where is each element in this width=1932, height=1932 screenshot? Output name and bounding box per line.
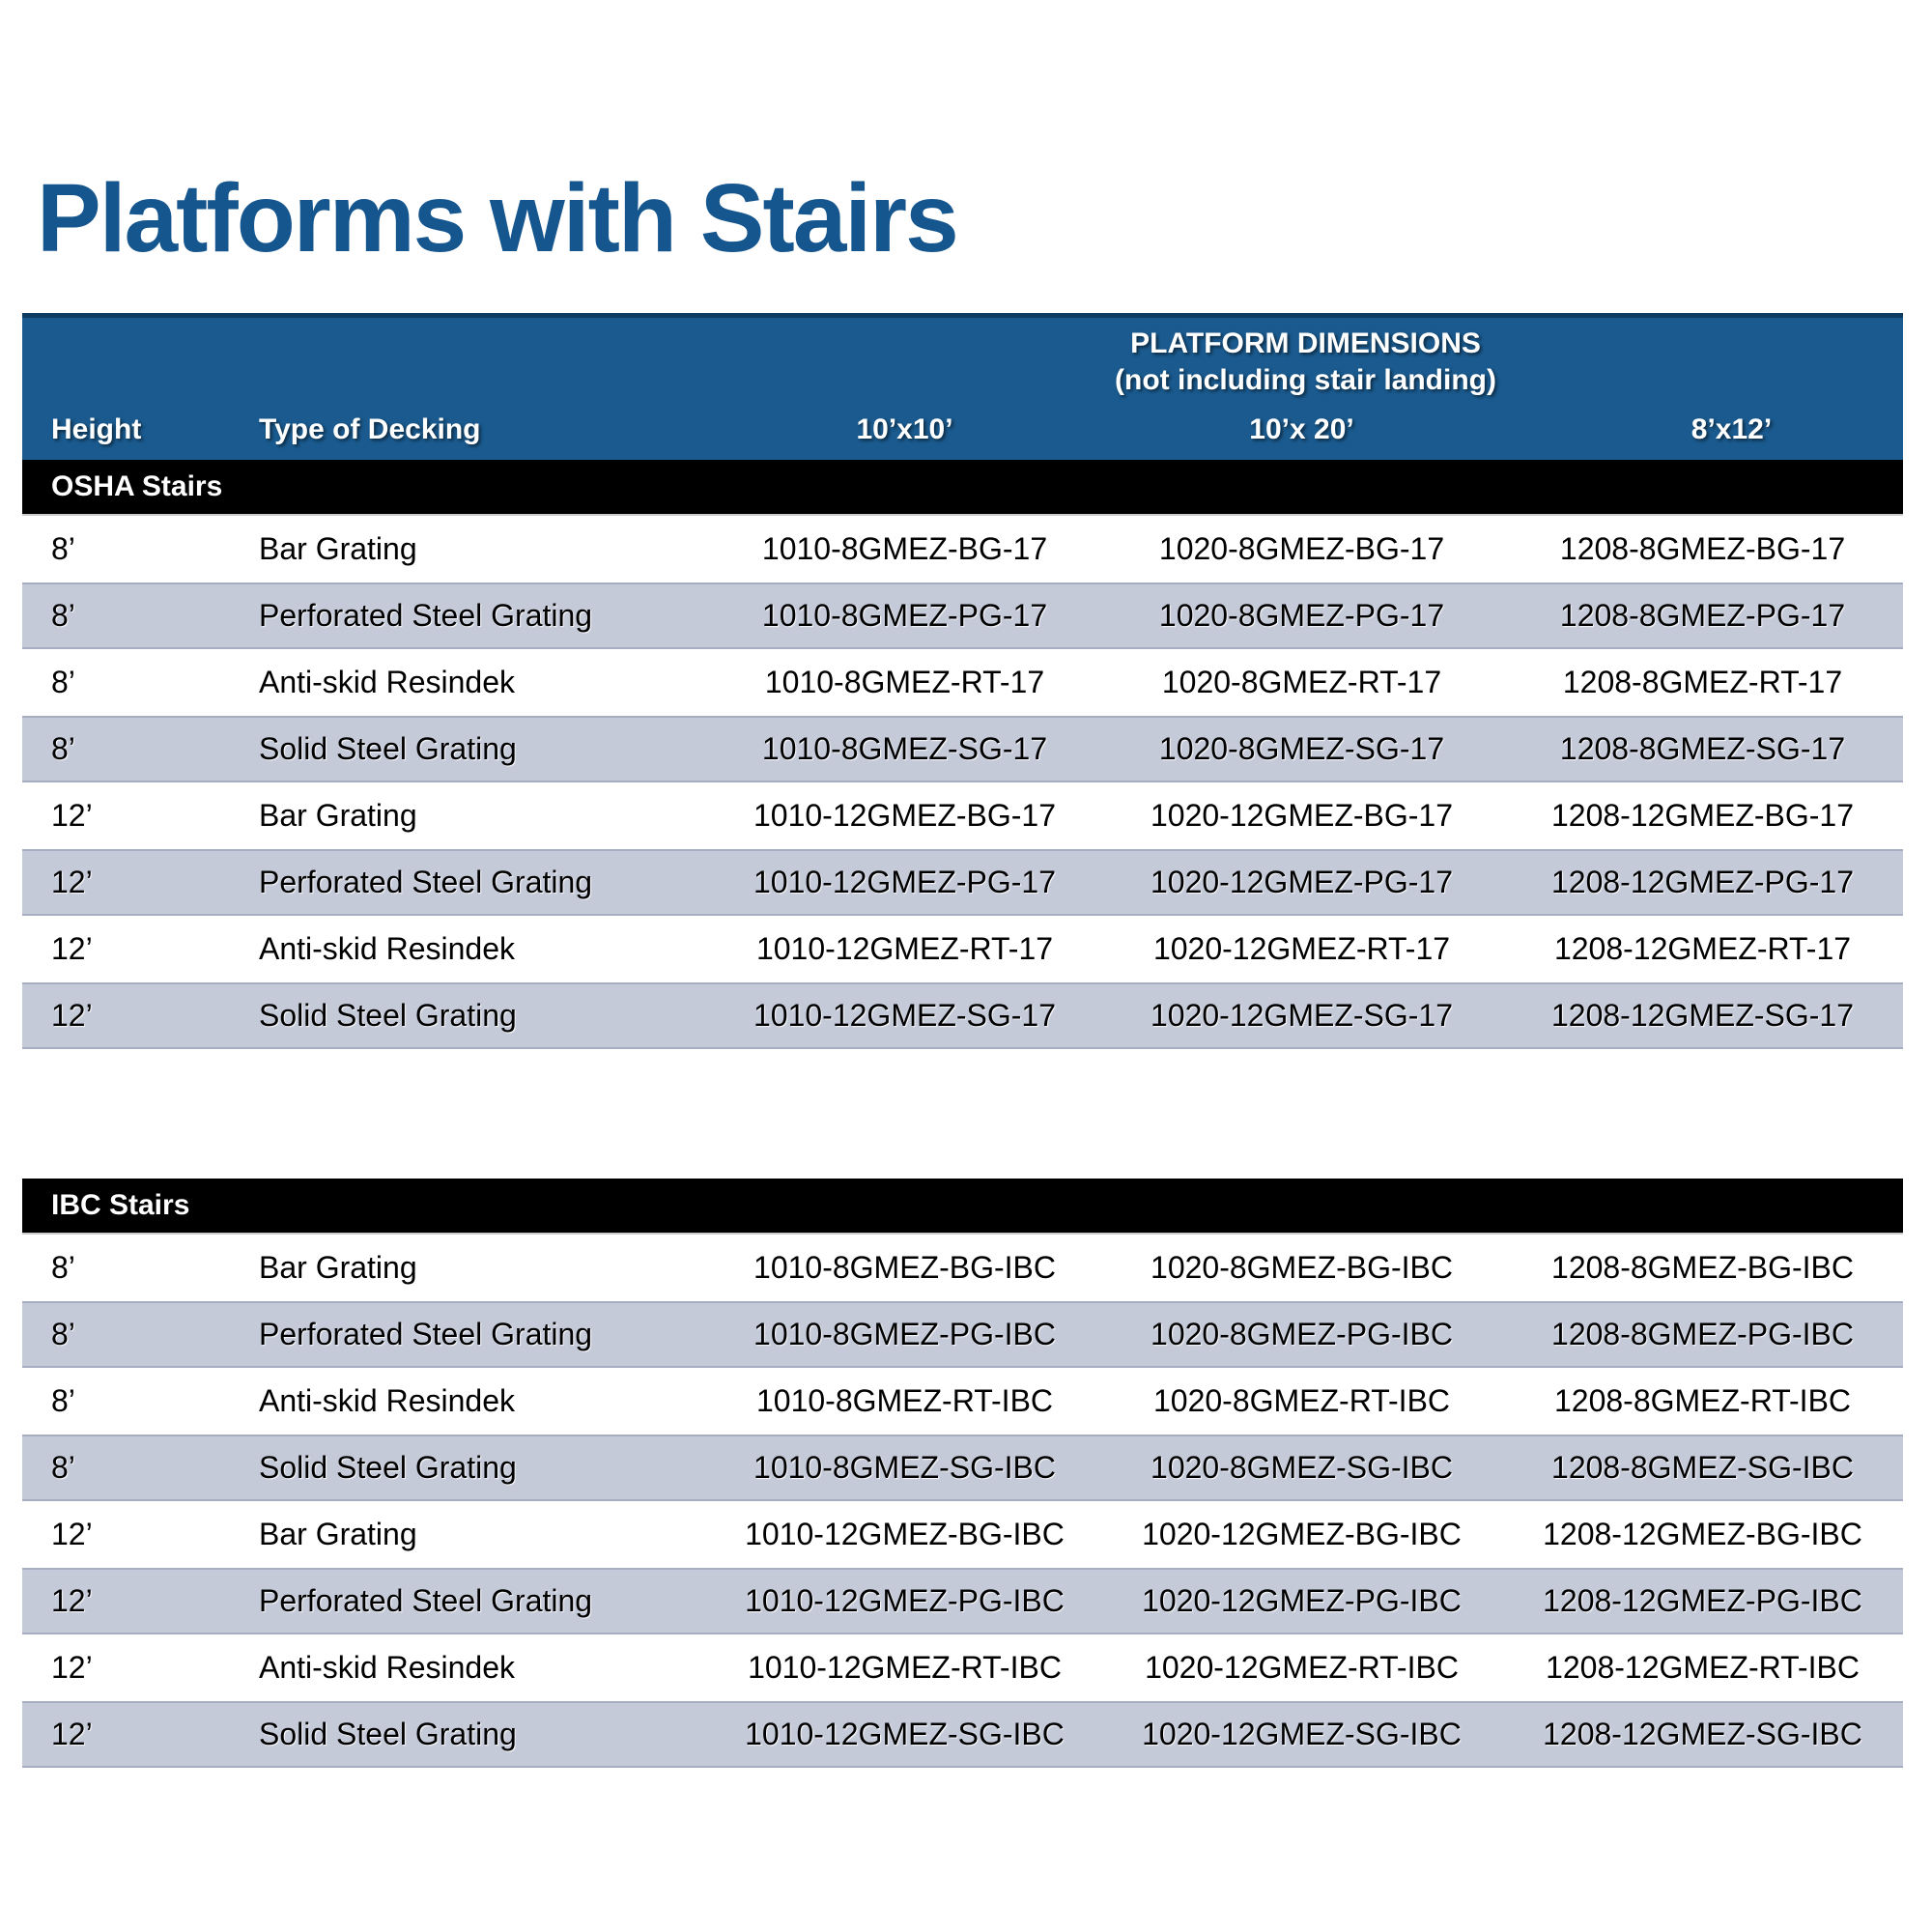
table-row xyxy=(22,849,1903,916)
cell-decking: Anti-skid Resindek xyxy=(259,1650,515,1685)
cell-part-8x12: 1208-12GMEZ-BG-17 xyxy=(1550,798,1854,833)
cell-decking: Perforated Steel Grating xyxy=(259,865,593,899)
cell-part-10x10: 1010-12GMEZ-RT-17 xyxy=(755,931,1054,966)
cell-part-10x20: 1020-8GMEZ-PG-IBC xyxy=(1151,1317,1453,1351)
cell-decking: Bar Grating xyxy=(259,531,417,566)
cell-part-10x10: 1010-12GMEZ-BG-17 xyxy=(753,798,1056,833)
table-header xyxy=(22,313,1903,460)
table-row xyxy=(22,1568,1903,1634)
table-row xyxy=(22,1301,1903,1368)
table-row xyxy=(22,982,1903,1049)
cell-decking: Bar Grating xyxy=(259,1517,417,1551)
page-title: Platforms with Stairs xyxy=(37,164,957,272)
cell-part-8x12: 1208-12GMEZ-RT-17 xyxy=(1553,931,1852,966)
col-header-10x10: 10’x10’ xyxy=(856,412,953,445)
cell-decking: Anti-skid Resindek xyxy=(259,1383,515,1418)
cell-part-8x12: 1208-8GMEZ-SG-17 xyxy=(1559,731,1846,766)
table-row xyxy=(22,1501,1903,1568)
cell-height: 12’ xyxy=(51,1717,93,1751)
cell-part-8x12: 1208-8GMEZ-BG-IBC xyxy=(1551,1250,1854,1285)
cell-decking: Solid Steel Grating xyxy=(259,1450,517,1485)
cell-part-8x12: 1208-12GMEZ-SG-17 xyxy=(1550,998,1854,1033)
cell-part-10x20: 1020-12GMEZ-PG-IBC xyxy=(1142,1583,1462,1618)
cell-part-10x20: 1020-12GMEZ-BG-IBC xyxy=(1142,1517,1462,1551)
cell-decking: Solid Steel Grating xyxy=(259,998,517,1033)
cell-height: 8’ xyxy=(51,731,75,766)
cell-part-8x12: 1208-8GMEZ-BG-17 xyxy=(1559,531,1846,566)
cell-part-8x12: 1208-12GMEZ-PG-17 xyxy=(1550,865,1854,899)
cell-height: 12’ xyxy=(51,798,93,833)
cell-part-10x20: 1020-12GMEZ-SG-IBC xyxy=(1142,1717,1462,1751)
cell-decking: Perforated Steel Grating xyxy=(259,1317,593,1351)
cell-part-10x10: 1010-12GMEZ-SG-17 xyxy=(753,998,1056,1033)
cell-height: 12’ xyxy=(51,998,93,1033)
cell-part-8x12: 1208-12GMEZ-PG-IBC xyxy=(1543,1583,1862,1618)
cell-part-10x10: 1010-12GMEZ-RT-IBC xyxy=(748,1650,1062,1685)
cell-part-10x20: 1020-12GMEZ-RT-17 xyxy=(1152,931,1451,966)
col-header-decking: Type of Decking xyxy=(259,412,481,445)
cell-part-10x20: 1020-12GMEZ-RT-IBC xyxy=(1145,1650,1459,1685)
cell-decking: Bar Grating xyxy=(259,1250,417,1285)
section-header-ibc: IBC Stairs xyxy=(22,1179,1903,1235)
table-row xyxy=(22,782,1903,849)
column-headers xyxy=(22,399,1903,460)
table-row xyxy=(22,1634,1903,1701)
cell-part-10x20: 1020-8GMEZ-SG-17 xyxy=(1158,731,1445,766)
cell-part-10x10: 1010-12GMEZ-BG-IBC xyxy=(745,1517,1065,1551)
table-row xyxy=(22,1435,1903,1501)
cell-part-8x12: 1208-12GMEZ-SG-IBC xyxy=(1543,1717,1862,1751)
cell-part-10x10: 1010-8GMEZ-PG-17 xyxy=(761,598,1048,633)
cell-part-10x20: 1020-8GMEZ-PG-17 xyxy=(1158,598,1445,633)
cell-decking: Perforated Steel Grating xyxy=(259,1583,593,1618)
cell-part-10x10: 1010-8GMEZ-BG-IBC xyxy=(753,1250,1056,1285)
cell-height: 8’ xyxy=(51,1450,75,1485)
cell-height: 8’ xyxy=(51,1317,75,1351)
cell-height: 12’ xyxy=(51,1583,93,1618)
cell-height: 12’ xyxy=(51,865,93,899)
cell-decking: Solid Steel Grating xyxy=(259,731,517,766)
cell-decking: Anti-skid Resindek xyxy=(259,665,515,699)
col-header-height: Height xyxy=(51,412,142,445)
table-row xyxy=(22,716,1903,782)
cell-height: 12’ xyxy=(51,1650,93,1685)
platforms-table-ibc xyxy=(22,1179,1903,1768)
cell-part-10x20: 1020-8GMEZ-RT-17 xyxy=(1161,665,1442,699)
cell-height: 8’ xyxy=(51,531,75,566)
table-row xyxy=(22,1235,1903,1301)
platform-dimensions-title: PLATFORM DIMENSIONS xyxy=(1130,327,1481,359)
table-row xyxy=(22,649,1903,716)
cell-height: 8’ xyxy=(51,1383,75,1418)
cell-part-10x20: 1020-8GMEZ-SG-IBC xyxy=(1151,1450,1453,1485)
table-row xyxy=(22,1701,1903,1768)
cell-part-8x12: 1208-8GMEZ-RT-IBC xyxy=(1553,1383,1852,1418)
cell-part-10x20: 1020-12GMEZ-BG-17 xyxy=(1150,798,1453,833)
cell-height: 8’ xyxy=(51,1250,75,1285)
cell-part-10x10: 1010-8GMEZ-PG-IBC xyxy=(753,1317,1056,1351)
cell-part-10x10: 1010-8GMEZ-RT-IBC xyxy=(755,1383,1054,1418)
cell-decking: Perforated Steel Grating xyxy=(259,598,593,633)
cell-part-10x20: 1020-12GMEZ-PG-17 xyxy=(1150,865,1453,899)
cell-part-8x12: 1208-8GMEZ-PG-IBC xyxy=(1551,1317,1854,1351)
cell-part-10x10: 1010-8GMEZ-SG-IBC xyxy=(753,1450,1056,1485)
cell-height: 8’ xyxy=(51,598,75,633)
cell-part-10x10: 1010-12GMEZ-SG-IBC xyxy=(745,1717,1065,1751)
cell-part-8x12: 1208-12GMEZ-RT-IBC xyxy=(1546,1650,1860,1685)
cell-height: 12’ xyxy=(51,931,93,966)
cell-part-10x20: 1020-8GMEZ-BG-IBC xyxy=(1151,1250,1453,1285)
cell-part-10x10: 1010-8GMEZ-SG-17 xyxy=(761,731,1048,766)
cell-part-8x12: 1208-8GMEZ-SG-IBC xyxy=(1551,1450,1854,1485)
platform-dimensions-subtitle: (not including stair landing) xyxy=(1115,364,1496,396)
cell-part-8x12: 1208-8GMEZ-PG-17 xyxy=(1559,598,1846,633)
cell-decking: Anti-skid Resindek xyxy=(259,931,515,966)
cell-part-10x10: 1010-8GMEZ-RT-17 xyxy=(764,665,1045,699)
table-row xyxy=(22,1368,1903,1435)
cell-part-10x10: 1010-12GMEZ-PG-IBC xyxy=(745,1583,1065,1618)
cell-height: 8’ xyxy=(51,665,75,699)
platforms-table-osha xyxy=(22,313,1903,1049)
cell-decking: Solid Steel Grating xyxy=(259,1717,517,1751)
section-header-osha: OSHA Stairs xyxy=(22,460,1903,516)
platform-dimensions-header xyxy=(708,326,1903,399)
cell-part-10x20: 1020-12GMEZ-SG-17 xyxy=(1150,998,1453,1033)
cell-part-8x12: 1208-8GMEZ-RT-17 xyxy=(1562,665,1843,699)
cell-height: 12’ xyxy=(51,1517,93,1551)
table-row xyxy=(22,916,1903,982)
col-header-8x12: 8’x12’ xyxy=(1690,412,1773,445)
cell-decking: Bar Grating xyxy=(259,798,417,833)
cell-part-10x20: 1020-8GMEZ-RT-IBC xyxy=(1152,1383,1451,1418)
table-row xyxy=(22,582,1903,649)
cell-part-8x12: 1208-12GMEZ-BG-IBC xyxy=(1543,1517,1862,1551)
cell-part-10x10: 1010-12GMEZ-PG-17 xyxy=(753,865,1056,899)
cell-part-10x20: 1020-8GMEZ-BG-17 xyxy=(1158,531,1445,566)
cell-part-10x10: 1010-8GMEZ-BG-17 xyxy=(761,531,1048,566)
col-header-10x20: 10’x 20’ xyxy=(1249,412,1354,445)
table-row xyxy=(22,516,1903,582)
